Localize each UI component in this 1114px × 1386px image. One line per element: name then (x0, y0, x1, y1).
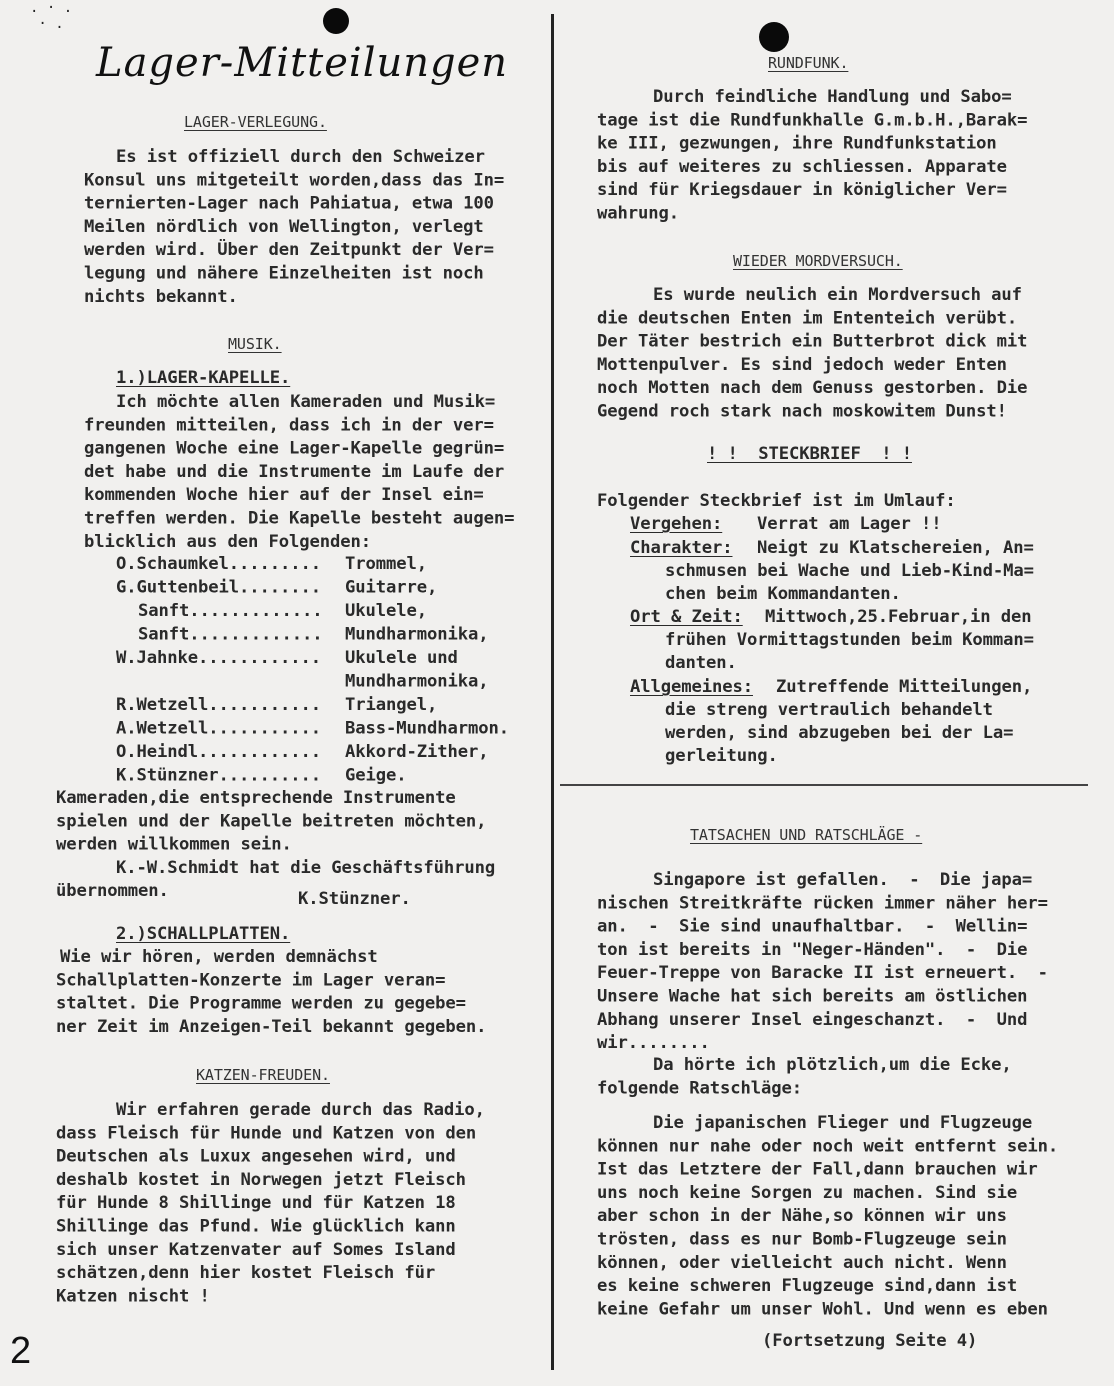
paragraph-line: wir........ (597, 1033, 710, 1054)
paragraph-line: Unsere Wache hat sich bereits am östlichen (597, 986, 1028, 1007)
paragraph-line: Feuer-Treppe von Baracke II ist erneuert. - (597, 963, 1048, 984)
paragraph-line: können, oder vielleicht auch nicht. Wenn (597, 1252, 1007, 1273)
signature: K.Stünzner. (298, 889, 411, 909)
paragraph-line: Meilen nördlich von Wellington, verlegt (84, 216, 484, 237)
band-member-name: W.Jahnke............ (116, 648, 321, 668)
paragraph-line: tage ist die Rundfunkhalle G.m.b.H.,Barak= (597, 110, 1028, 131)
paragraph-line: Die japanischen Flieger und Flugzeuge (653, 1113, 1033, 1133)
section-divider (560, 784, 1088, 786)
paragraph-line: legung und nähere Einzelheiten ist noch (84, 263, 484, 284)
paragraph-line: bis auf weiteres zu schliessen. Apparate (597, 156, 1007, 177)
band-member-name: G.Guttenbeil........ (116, 577, 321, 598)
steckbrief-value: werden, sind abzugeben bei der La= (665, 723, 1014, 743)
subheading-schallplatten: 2.)SCHALLPLATTEN. (116, 924, 291, 944)
paragraph-line: werden wird. Über den Zeitpunkt der Ver= (84, 240, 494, 261)
band-member-instrument: Guitarre, (345, 577, 438, 598)
paragraph-line: kommenden Woche hier auf der Insel ein= (84, 485, 484, 506)
paragraph-line: Es wurde neulich ein Mordversuch auf (653, 285, 1022, 305)
band-member-name: K.Stünzner.......... (116, 765, 321, 786)
continuation-note: (Fortsetzung Seite 4) (762, 1331, 978, 1351)
band-member-instrument: Ukulele und (345, 648, 458, 668)
paragraph-line: Wie wir hören, werden demnächst (60, 947, 378, 967)
paragraph-line: werden willkommen sein. (56, 834, 292, 855)
punch-hole-left (323, 8, 349, 34)
paragraph-line: Folgender Steckbrief ist im Umlauf: (597, 491, 956, 511)
paragraph-line: sich unser Katzenvater auf Somes Island (56, 1239, 456, 1260)
band-member-name: Sanft............. (138, 624, 323, 645)
heading-steckbrief: ! ! STECKBRIEF ! ! (707, 444, 912, 464)
steckbrief-label-vergehen: Vergehen: (630, 514, 723, 534)
paragraph-line: sind für Kriegsdauer in königlicher Ver= (597, 180, 1007, 201)
band-member-instrument: Mundharmonika, (345, 671, 489, 692)
paragraph-line: det habe und die Instrumente im Laufe der (84, 461, 505, 482)
heading-tatsachen-und-ratschlaege: TATSACHEN UND RATSCHLÄGE - (690, 826, 923, 844)
steckbrief-value: frühen Vormittagstunden beim Komman= (665, 630, 1034, 650)
paragraph-line: Singapore ist gefallen. - Die japa= (653, 870, 1033, 890)
paragraph-line: wahrung. (597, 203, 679, 224)
heading-wieder-mordversuch: WIEDER MORDVERSUCH. (733, 252, 903, 270)
heading-katzen-freuden: KATZEN-FREUDEN. (196, 1066, 330, 1084)
steckbrief-value: chen beim Kommandanten. (665, 584, 901, 604)
paragraph-line: freunden mitteilen, dass ich in der ver= (84, 415, 494, 436)
band-member-instrument: Triangel, (345, 695, 438, 715)
paragraph-line: treffen werden. Die Kapelle besteht augen= (84, 508, 515, 529)
subheading-lager-kapelle: 1.)LAGER-KAPELLE. (116, 368, 291, 388)
paragraph-line: schätzen,denn hier kostet Fleisch für (56, 1263, 436, 1284)
paragraph-line: Ich möchte allen Kameraden und Musik= (116, 392, 496, 412)
band-member-instrument: Ukulele, (345, 601, 427, 621)
steckbrief-value: Verrat am Lager !! (757, 514, 942, 534)
paragraph-line: es keine schweren Flugzeuge sind,dann ist (597, 1276, 1018, 1297)
steckbrief-value: die streng vertraulich behandelt (665, 700, 993, 720)
paragraph-line: aber schon in der Nähe,so können wir uns (597, 1206, 1007, 1227)
paragraph-line: blicklich aus den Folgenden: (84, 531, 371, 552)
paragraph-line: staltet. Die Programme werden zu gegebe= (56, 993, 466, 1014)
band-member-instrument: Geige. (345, 765, 407, 786)
heading-lager-verlegung: LAGER-VERLEGUNG. (184, 113, 327, 131)
paragraph-line: Es ist offiziell durch den Schweizer (116, 147, 485, 167)
paragraph-line: die deutschen Enten im Ententeich verübt. (597, 308, 1018, 329)
paragraph-line: ton ist bereits in "Neger-Händen". - Die (597, 939, 1028, 960)
band-member-instrument: Trommel, (345, 554, 427, 574)
paragraph-line: können nur nahe oder noch weit entfernt sein. (597, 1136, 1059, 1157)
paragraph-line: Konsul uns mitgeteilt worden,dass das In= (84, 170, 505, 191)
paragraph-line: Katzen nischt ! (56, 1286, 210, 1307)
heading-musik: MUSIK. (228, 335, 282, 353)
paragraph-line: Der Täter bestrich ein Butterbrot dick mit (597, 331, 1028, 352)
heading-rundfunk: RUNDFUNK. (768, 54, 849, 72)
punch-hole-right (759, 22, 789, 52)
paragraph-line: spielen und der Kapelle beitreten möchten, (56, 811, 487, 832)
band-member-name: A.Wetzell........... (116, 718, 321, 739)
paragraph-line: Schallplatten-Konzerte im Lager veran= (56, 970, 446, 991)
paragraph-line: uns noch keine Sorgen zu machen. Sind sie (597, 1182, 1018, 1203)
paragraph-line: nichts bekannt. (84, 286, 238, 307)
steckbrief-value: gerleitung. (665, 746, 778, 766)
paragraph-line: Mottenpulver. Es sind jedoch weder Enten (597, 354, 1007, 375)
steckbrief-label-ort-zeit: Ort & Zeit: (630, 607, 743, 627)
paragraph-line: noch Motten nach dem Genuss gestorben. Die (597, 378, 1028, 399)
page-title: Lager-Mitteilungen (96, 40, 509, 86)
paragraph-line: dass Fleisch für Hunde und Katzen von den (56, 1123, 477, 1144)
paragraph-line: Kameraden,die entsprechende Instrumente (56, 788, 456, 808)
paragraph-line: keine Gefahr um unser Wohl. Und wenn es eben (597, 1299, 1048, 1320)
page-number: 2 (10, 1330, 32, 1372)
steckbrief-label-allgemeines: Allgemeines: (630, 677, 753, 697)
paragraph-line: Deutschen als Luxux angesehen wird, und (56, 1146, 456, 1167)
band-member-instrument: Akkord-Zither, (345, 742, 489, 762)
band-member-name: O.Heindl............ (116, 742, 321, 762)
steckbrief-value: danten. (665, 653, 737, 673)
steckbrief-value: Zutreffende Mitteilungen, (776, 677, 1033, 697)
paragraph-line: Abhang unserer Insel eingeschanzt. - Und (597, 1009, 1028, 1030)
band-member-instrument: Bass-Mundharmon. (345, 718, 509, 739)
paragraph-line: Ist das Letztere der Fall,dann brauchen wir (597, 1159, 1038, 1180)
paragraph-line: trösten, dass es nur Bomb-Flugzeuge sein (597, 1229, 1007, 1250)
band-member-name: O.Schaumkel......... (116, 554, 321, 574)
ink-specks: . · . · . (30, 0, 73, 32)
paragraph-line: K.-W.Schmidt hat die Geschäftsführung (116, 858, 496, 878)
steckbrief-value: schmusen bei Wache und Lieb-Kind-Ma= (665, 561, 1034, 581)
steckbrief-label-charakter: Charakter: (630, 538, 733, 558)
column-divider (551, 14, 554, 1370)
paragraph-line: übernommen. (56, 881, 169, 902)
steckbrief-value: Neigt zu Klatschereien, An= (757, 538, 1034, 558)
paragraph-line: gangenen Woche eine Lager-Kapelle gegrün= (84, 438, 505, 459)
paragraph-line: für Hunde 8 Shillinge und für Katzen 18 (56, 1193, 456, 1214)
paragraph-line: Durch feindliche Handlung und Sabo= (653, 87, 1012, 107)
band-member-instrument: Mundharmonika, (345, 624, 489, 645)
paragraph-line: deshalb kostet in Norwegen jetzt Fleisch (56, 1169, 466, 1190)
paragraph-line: Da hörte ich plötzlich,um die Ecke, (653, 1055, 1012, 1075)
paragraph-line: ke III, gezwungen, ihre Rundfunkstation (597, 133, 997, 154)
steckbrief-value: Mittwoch,25.Februar,in den (765, 607, 1032, 627)
paragraph-line: nischen Streitkräfte rücken immer näher her= (597, 893, 1048, 914)
band-member-name: R.Wetzell........... (116, 695, 321, 715)
paragraph-line: Gegend roch stark nach moskowitem Dunst! (597, 401, 1007, 422)
paragraph-line: ternierten-Lager nach Pahiatua, etwa 100 (84, 193, 494, 214)
paragraph-line: an. - Sie sind unaufhaltbar. - Wellin= (597, 916, 1028, 937)
paragraph-line: Shillinge das Pfund. Wie glücklich kann (56, 1216, 456, 1237)
paragraph-line: folgende Ratschläge: (597, 1078, 802, 1099)
paragraph-line: Wir erfahren gerade durch das Radio, (116, 1100, 485, 1120)
paragraph-line: ner Zeit im Anzeigen-Teil bekannt gegeben. (56, 1016, 487, 1037)
band-member-name: Sanft............. (138, 601, 323, 621)
